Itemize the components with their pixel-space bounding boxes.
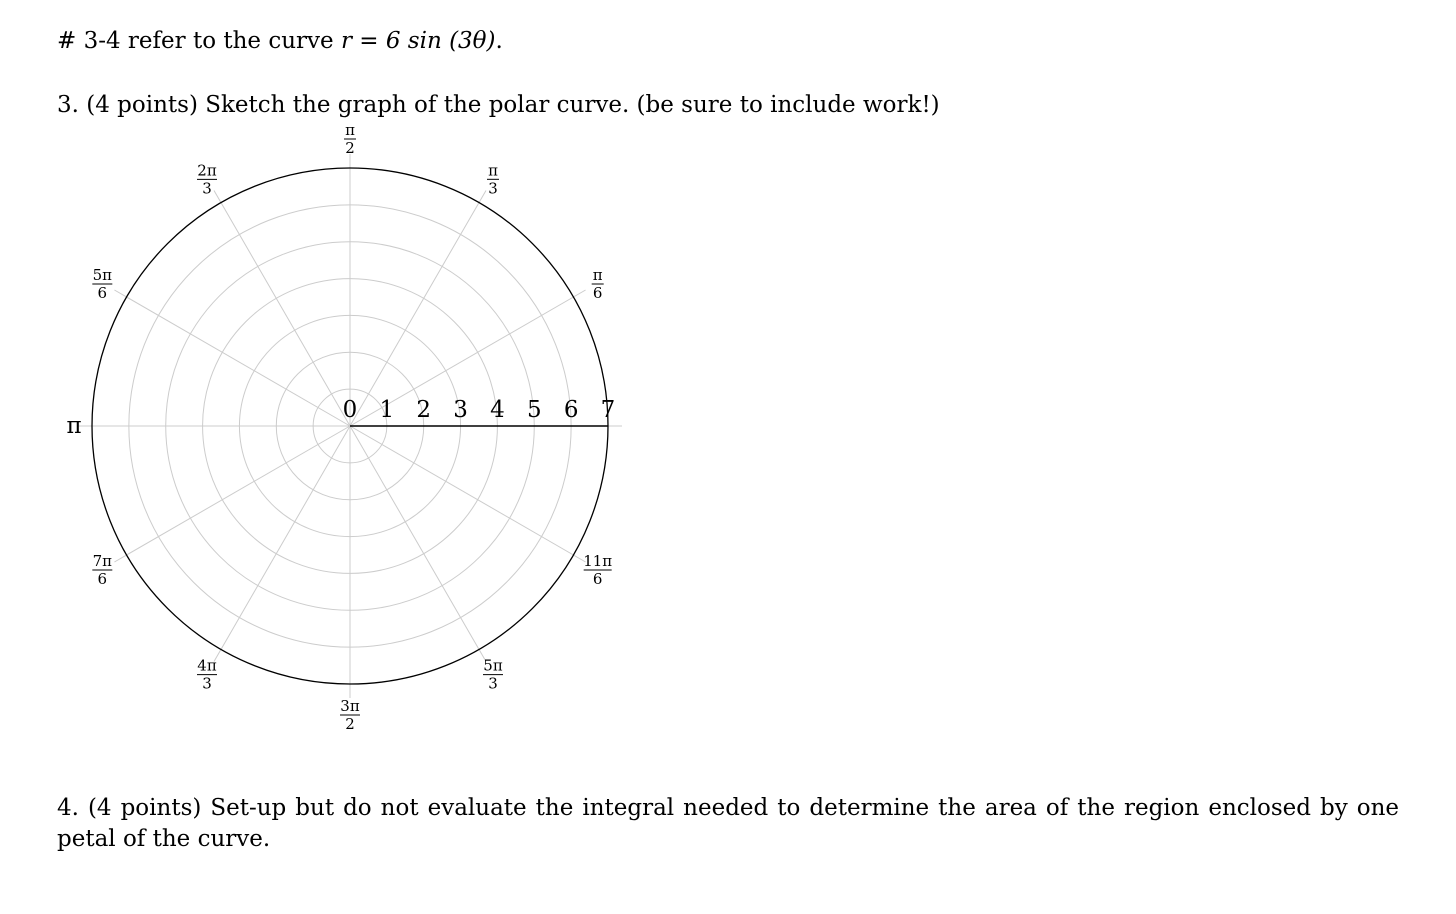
- angle-label-denominator: 3: [488, 179, 498, 198]
- angle-label-denominator: 6: [97, 570, 108, 588]
- angle-label-text: π: [66, 413, 82, 439]
- intro-prefix: # 3-4 refer to the curve: [57, 28, 334, 54]
- grid-spoke: [350, 426, 486, 662]
- angle-label-numerator: π: [592, 266, 603, 284]
- angle-label-denominator: 3: [202, 179, 212, 198]
- angle-label-numerator: 3π: [340, 697, 360, 715]
- question-4: 4. (4 points) Set-up but do not evaluate the integral needed to determine the area of the region enclosed by one petal of the curve.: [57, 795, 1399, 852]
- angle-label-numerator: 5π: [92, 266, 113, 284]
- angle-label-60: [487, 161, 499, 197]
- radial-label-0: 0: [342, 397, 358, 423]
- grid-spoke: [214, 426, 350, 662]
- radial-labels: [343, 397, 616, 423]
- angle-label-numerator: π: [345, 121, 355, 139]
- grid-spoke: [214, 190, 350, 426]
- intro-suffix: .: [495, 28, 503, 54]
- question-3: 3. (4 points) Sketch the graph of the polar curve. (be sure to include work!): [57, 92, 940, 118]
- angle-label-240: [197, 657, 217, 693]
- angle-label-denominator: 6: [592, 284, 603, 302]
- angle-label-90: [344, 121, 356, 157]
- angle-label-denominator: 6: [592, 570, 603, 588]
- angle-label-180: [66, 413, 81, 439]
- grid-spoke: [114, 290, 350, 426]
- angle-label-270: [340, 697, 360, 733]
- angle-label-numerator: 5π: [483, 656, 503, 675]
- angle-label-30: [592, 266, 604, 302]
- radial-label-2: 2: [416, 397, 432, 423]
- angle-label-numerator: 7π: [92, 552, 113, 570]
- grid-spoke: [350, 190, 486, 426]
- angle-label-150: [92, 266, 112, 302]
- angle-label-denominator: 3: [488, 674, 498, 693]
- curve-equation: r = 6 sin (3θ): [340, 28, 496, 54]
- angle-label-210: [92, 552, 112, 588]
- angle-label-denominator: 2: [345, 139, 355, 157]
- radial-label-7: 7: [600, 397, 616, 423]
- angle-label-300: [483, 657, 503, 693]
- radial-label-5: 5: [526, 397, 542, 423]
- radial-label-1: 1: [379, 397, 395, 423]
- angle-labels: [66, 121, 612, 733]
- grid-spoke: [350, 426, 586, 562]
- angle-label-numerator: 11π: [583, 552, 613, 570]
- angle-label-numerator: π: [488, 161, 498, 180]
- angle-label-denominator: 6: [97, 284, 108, 302]
- radial-label-4: 4: [490, 397, 505, 423]
- radial-label-6: 6: [563, 397, 579, 423]
- angle-label-denominator: 2: [345, 715, 355, 733]
- radial-label-3: 3: [453, 397, 468, 423]
- angle-label-denominator: 3: [202, 674, 212, 693]
- angle-label-330: [583, 552, 612, 588]
- grid-spoke: [114, 426, 350, 562]
- angle-label-numerator: 2π: [197, 161, 217, 180]
- angle-label-120: [197, 161, 217, 197]
- angle-label-numerator: 4π: [197, 656, 217, 675]
